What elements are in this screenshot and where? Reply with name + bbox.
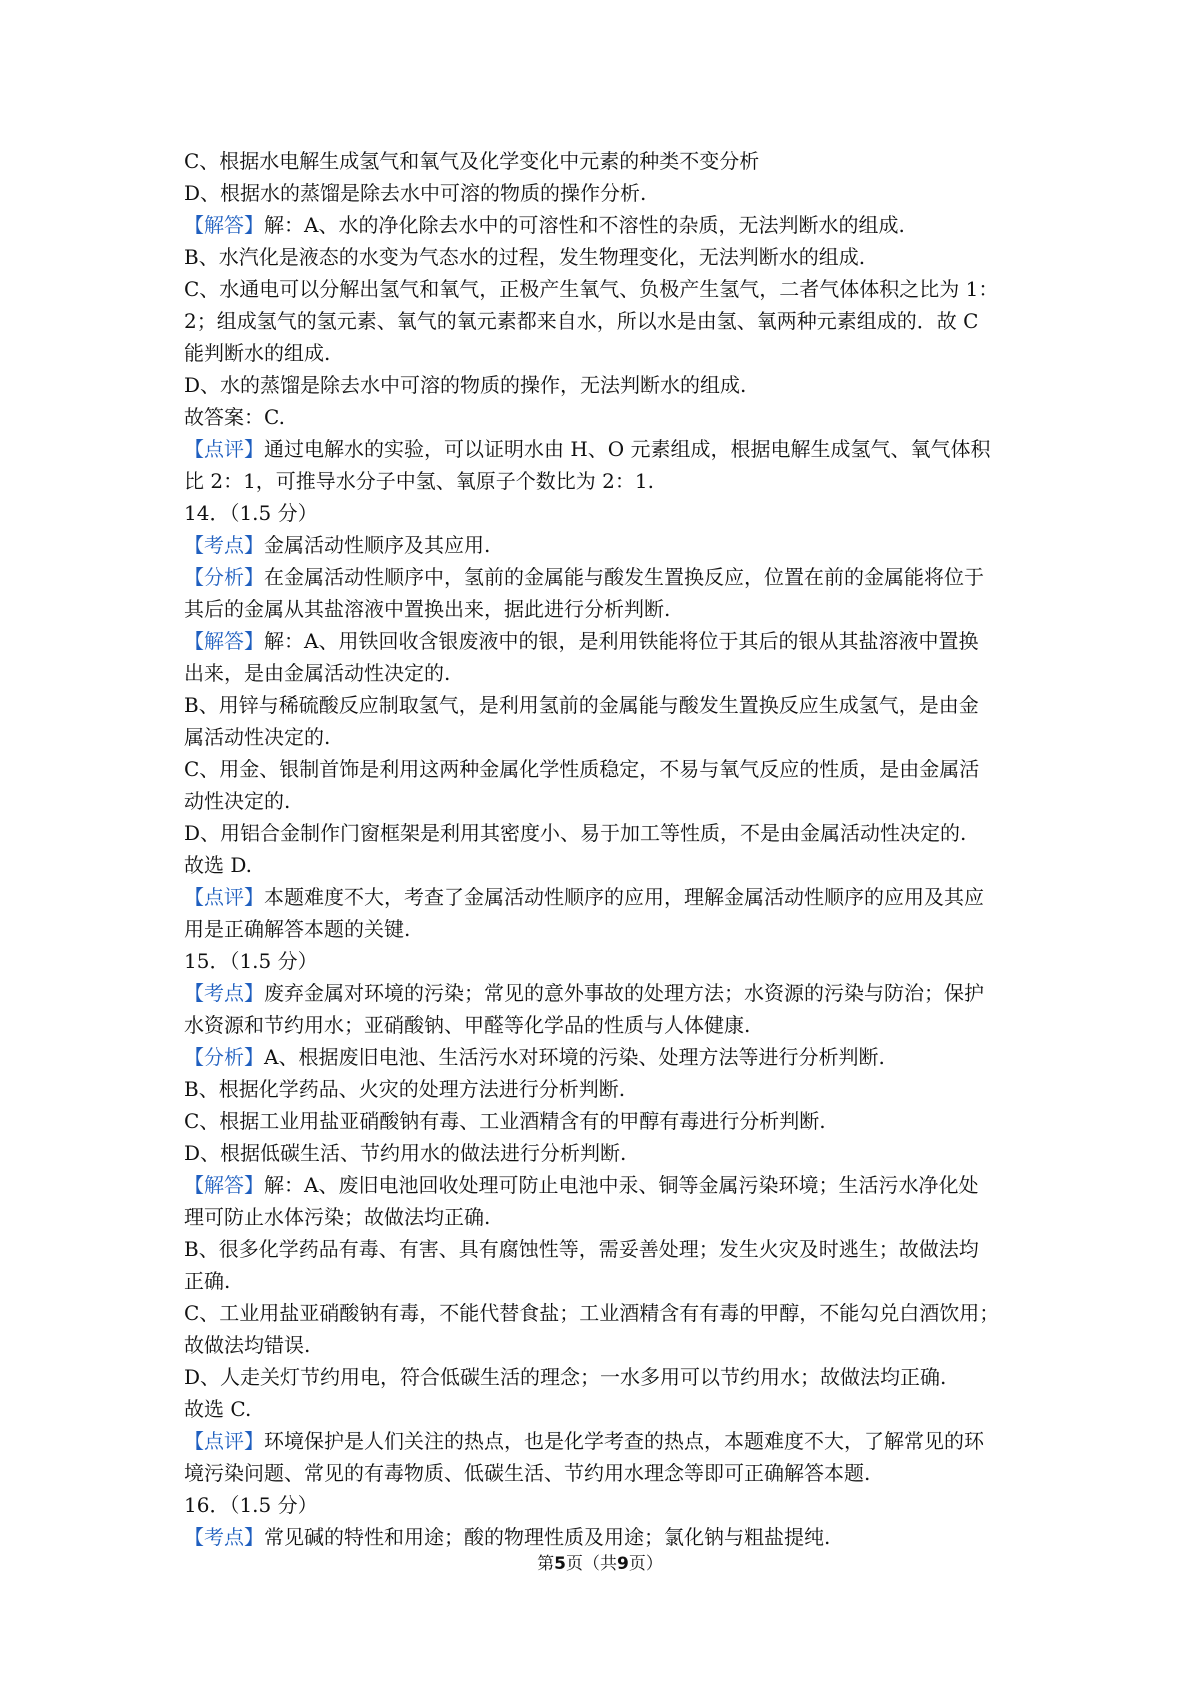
section-tag: 【点评】	[184, 1429, 264, 1453]
section-tag: 【解答】	[184, 1173, 264, 1197]
text-line	[184, 1489, 1044, 1521]
text-line	[184, 1105, 1044, 1137]
line-text: 动性决定的.	[184, 789, 291, 813]
section-tag: 【考点】	[184, 1525, 264, 1549]
text-line	[184, 753, 1044, 785]
line-text: C、工业用盐亚硝酸钠有毒，不能代替食盐；工业酒精含有有毒的甲醇，不能勾兑白酒饮用；	[184, 1301, 1000, 1325]
text-line	[184, 465, 1044, 497]
footer-prefix: 第	[537, 1554, 555, 1574]
text-line	[184, 657, 1044, 689]
line-text: 15．（1.5 分）	[184, 949, 318, 973]
footer-page-number: 5	[554, 1554, 566, 1574]
text-line	[184, 1201, 1044, 1233]
text-line	[184, 1137, 1044, 1169]
line-text: B、根据化学药品、火灾的处理方法进行分析判断.	[184, 1077, 626, 1101]
text-line	[184, 1041, 1044, 1073]
text-line	[184, 817, 1044, 849]
text-line	[184, 1425, 1044, 1457]
text-line	[184, 1265, 1044, 1297]
line-text: 金属活动性顺序及其应用.	[264, 533, 491, 557]
text-line	[184, 1393, 1044, 1425]
line-text: 环境保护是人们关注的热点，也是化学考查的热点，本题难度不大，了解常见的环	[264, 1429, 984, 1453]
line-text: B、水汽化是液态的水变为气态水的过程，发生物理变化，无法判断水的组成.	[184, 245, 866, 269]
text-line	[184, 625, 1044, 657]
section-tag: 【解答】	[184, 629, 264, 653]
footer-total-pages: 9	[617, 1554, 629, 1574]
line-text: D、根据低碳生活、节约用水的做法进行分析判断.	[184, 1141, 627, 1165]
text-line	[184, 305, 1044, 337]
text-line	[184, 177, 1044, 209]
text-line	[184, 561, 1044, 593]
footer-suffix: 页）	[628, 1554, 663, 1574]
line-text: C、用金、银制首饰是利用这两种金属化学性质稳定，不易与氧气反应的性质，是由金属活	[184, 757, 980, 781]
text-line	[184, 1009, 1044, 1041]
line-text: 故选 D.	[184, 853, 253, 877]
text-line	[184, 1457, 1044, 1489]
text-line	[184, 1361, 1044, 1393]
line-text: 解：A、废旧电池回收处理可防止电池中汞、铜等金属污染环境；生活污水净化处	[264, 1173, 979, 1197]
line-text: 本题难度不大，考查了金属活动性顺序的应用，理解金属活动性顺序的应用及其应	[264, 885, 984, 909]
text-line	[184, 977, 1044, 1009]
text-line	[184, 273, 1044, 305]
footer-middle: 页（共	[566, 1554, 617, 1574]
line-text: A、根据废旧电池、生活污水对环境的污染、处理方法等进行分析判断.	[264, 1045, 885, 1069]
line-text: 用是正确解答本题的关键.	[184, 917, 411, 941]
section-tag: 【解答】	[184, 213, 264, 237]
line-text: 比 2：1，可推导水分子中氢、氧原子个数比为 2：1.	[184, 469, 654, 493]
text-line	[184, 433, 1044, 465]
line-text: 故选 C.	[184, 1397, 252, 1421]
section-tag: 【点评】	[184, 437, 264, 461]
line-text: 理可防止水体污染；故做法均正确.	[184, 1205, 491, 1229]
text-line	[184, 593, 1044, 625]
text-line	[184, 945, 1044, 977]
text-line	[184, 785, 1044, 817]
line-text: B、很多化学药品有毒、有害、具有腐蚀性等，需妥善处理；发生火灾及时逃生；故做法均	[184, 1237, 979, 1261]
text-line	[184, 241, 1044, 273]
line-text: 废弃金属对环境的污染；常见的意外事故的处理方法；水资源的污染与防治；保护	[264, 981, 984, 1005]
line-text: 在金属活动性顺序中，氢前的金属能与酸发生置换反应，位置在前的金属能将位于	[264, 565, 984, 589]
line-text: 解：A、用铁回收含银废液中的银，是利用铁能将位于其后的银从其盐溶液中置换	[264, 629, 979, 653]
text-line	[184, 337, 1044, 369]
text-line	[184, 1297, 1044, 1329]
section-tag: 【考点】	[184, 981, 264, 1005]
line-text: 故做法均错误.	[184, 1333, 311, 1357]
section-tag: 【分析】	[184, 1045, 264, 1069]
section-tag: 【分析】	[184, 565, 264, 589]
line-text: 16．（1.5 分）	[184, 1493, 318, 1517]
line-text: 14．（1.5 分）	[184, 501, 318, 525]
line-text: D、根据水的蒸馏是除去水中可溶的物质的操作分析.	[184, 181, 647, 205]
text-line	[184, 1521, 1044, 1553]
line-text: 解：A、水的净化除去水中的可溶性和不溶性的杂质，无法判断水的组成.	[264, 213, 905, 237]
page-footer	[0, 1552, 1200, 1576]
line-text: C、根据工业用盐亚硝酸钠有毒、工业酒精含有的甲醇有毒进行分析判断.	[184, 1109, 826, 1133]
text-line	[184, 529, 1044, 561]
document-body	[184, 145, 1044, 1553]
text-line	[184, 721, 1044, 753]
line-text: D、人走关灯节约用电，符合低碳生活的理念；一水多用可以节约用水；故做法均正确.	[184, 1365, 947, 1389]
line-text: C、根据水电解生成氢气和氧气及化学变化中元素的种类不变分析	[184, 149, 760, 173]
text-line	[184, 1169, 1044, 1201]
text-line	[184, 849, 1044, 881]
section-tag: 【考点】	[184, 533, 264, 557]
line-text: 能判断水的组成.	[184, 341, 331, 365]
text-line	[184, 401, 1044, 433]
line-text: 水资源和节约用水；亚硝酸钠、甲醛等化学品的性质与人体健康.	[184, 1013, 751, 1037]
text-line	[184, 1073, 1044, 1105]
text-line	[184, 209, 1044, 241]
text-line	[184, 689, 1044, 721]
text-line	[184, 913, 1044, 945]
line-text: D、水的蒸馏是除去水中可溶的物质的操作，无法判断水的组成.	[184, 373, 747, 397]
line-text: B、用锌与稀硫酸反应制取氢气，是利用氢前的金属能与酸发生置换反应生成氢气，是由金	[184, 693, 979, 717]
line-text: 正确.	[184, 1269, 231, 1293]
text-line	[184, 1329, 1044, 1361]
line-text: 其后的金属从其盐溶液中置换出来，据此进行分析判断.	[184, 597, 671, 621]
text-line	[184, 497, 1044, 529]
text-line	[184, 1233, 1044, 1265]
text-line	[184, 369, 1044, 401]
line-text: D、用铝合金制作门窗框架是利用其密度小、易于加工等性质，不是由金属活动性决定的.	[184, 821, 967, 845]
line-text: 出来，是由金属活动性决定的.	[184, 661, 451, 685]
line-text: 故答案：C.	[184, 405, 285, 429]
line-text: 通过电解水的实验，可以证明水由 H、O 元素组成，根据电解生成氢气、氧气体积	[264, 437, 991, 461]
line-text: 常见碱的特性和用途；酸的物理性质及用途；氯化钠与粗盐提纯.	[264, 1525, 831, 1549]
text-line	[184, 145, 1044, 177]
line-text: C、水通电可以分解出氢气和氧气，正极产生氧气、负极产生氢气，二者气体体积之比为 1：	[184, 277, 999, 301]
section-tag: 【点评】	[184, 885, 264, 909]
line-text: 属活动性决定的.	[184, 725, 331, 749]
line-text: 2；组成氢气的氢元素、氧气的氧元素都来自水，所以水是由氢、氧两种元素组成的．故 C	[184, 309, 979, 333]
text-line	[184, 881, 1044, 913]
line-text: 境污染问题、常见的有毒物质、低碳生活、节约用水理念等即可正确解答本题.	[184, 1461, 871, 1485]
